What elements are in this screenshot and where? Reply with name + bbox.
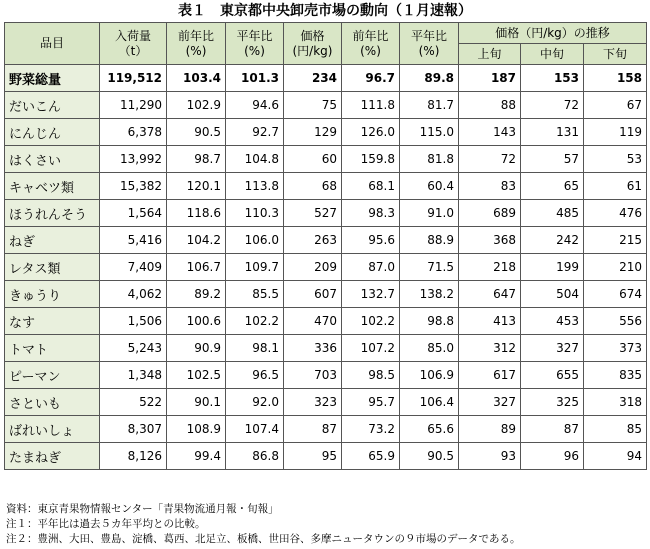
cell-name: キャベツ類: [5, 173, 100, 200]
cell-late: 119: [584, 119, 647, 146]
cell-price: 703: [284, 362, 342, 389]
cell-vol-avg: 109.7: [226, 254, 284, 281]
table-row: [5, 92, 647, 119]
cell-name: トマト: [5, 335, 100, 362]
cell-early: 89: [459, 416, 521, 443]
cell-early: 83: [459, 173, 521, 200]
cell-name: だいこん: [5, 92, 100, 119]
cell-volume: 7,409: [100, 254, 167, 281]
cell-mid: 242: [521, 227, 584, 254]
cell-late: 835: [584, 362, 647, 389]
header-early: 上旬: [459, 44, 521, 65]
cell-late: 674: [584, 281, 647, 308]
cell-price-avg: 71.5: [400, 254, 459, 281]
cell-price-avg: 91.0: [400, 200, 459, 227]
cell-late: 53: [584, 146, 647, 173]
cell-price: 87: [284, 416, 342, 443]
footnotes: [6, 502, 646, 547]
cell-vol-yoy: 90.1: [167, 389, 226, 416]
cell-vol-avg: 107.4: [226, 416, 284, 443]
cell-price-avg: 138.2: [400, 281, 459, 308]
cell-price: 75: [284, 92, 342, 119]
cell-name: ばれいしょ: [5, 416, 100, 443]
cell-late: 373: [584, 335, 647, 362]
cell-mid: 65: [521, 173, 584, 200]
cell-price-yoy: 107.2: [342, 335, 400, 362]
note-2: 注２：豊洲、大田、豊島、淀橋、葛西、北足立、板橋、世田谷、多摩ニュータウンの９市場のデータである。: [6, 533, 521, 545]
cell-name: たまねぎ: [5, 443, 100, 470]
cell-price-yoy: 95.6: [342, 227, 400, 254]
cell-early: 689: [459, 200, 521, 227]
cell-vol-yoy: 102.5: [167, 362, 226, 389]
cell-mid: 325: [521, 389, 584, 416]
cell-volume: 5,243: [100, 335, 167, 362]
cell-price-avg: 88.9: [400, 227, 459, 254]
cell-volume: 4,062: [100, 281, 167, 308]
cell-vol-avg: 104.8: [226, 146, 284, 173]
cell-price-yoy: 65.9: [342, 443, 400, 470]
cell-price-yoy: 96.7: [342, 65, 400, 92]
cell-price: 527: [284, 200, 342, 227]
cell-late: 94: [584, 443, 647, 470]
cell-mid: 327: [521, 335, 584, 362]
table-row: [5, 146, 647, 173]
cell-vol-yoy: 99.4: [167, 443, 226, 470]
cell-price-yoy: 102.2: [342, 308, 400, 335]
cell-vol-avg: 92.0: [226, 389, 284, 416]
cell-volume: 1,564: [100, 200, 167, 227]
cell-early: 368: [459, 227, 521, 254]
cell-price: 209: [284, 254, 342, 281]
cell-late: 67: [584, 92, 647, 119]
cell-name: なす: [5, 308, 100, 335]
cell-vol-yoy: 103.4: [167, 65, 226, 92]
cell-volume: 5,416: [100, 227, 167, 254]
cell-vol-avg: 110.3: [226, 200, 284, 227]
cell-name: レタス類: [5, 254, 100, 281]
cell-price: 607: [284, 281, 342, 308]
cell-volume: 119,512: [100, 65, 167, 92]
cell-late: 61: [584, 173, 647, 200]
cell-late: 556: [584, 308, 647, 335]
cell-vol-yoy: 106.7: [167, 254, 226, 281]
table-row: [5, 389, 647, 416]
cell-name: ねぎ: [5, 227, 100, 254]
cell-early: 218: [459, 254, 521, 281]
cell-mid: 655: [521, 362, 584, 389]
cell-name: さといも: [5, 389, 100, 416]
cell-vol-yoy: 104.2: [167, 227, 226, 254]
cell-late: 210: [584, 254, 647, 281]
cell-price: 95: [284, 443, 342, 470]
cell-early: 327: [459, 389, 521, 416]
cell-vol-yoy: 100.6: [167, 308, 226, 335]
cell-mid: 87: [521, 416, 584, 443]
note-1: 注１：平年比は過去５カ年平均との比較。: [6, 518, 206, 530]
cell-price-yoy: 95.7: [342, 389, 400, 416]
cell-early: 617: [459, 362, 521, 389]
cell-price-avg: 98.8: [400, 308, 459, 335]
cell-mid: 153: [521, 65, 584, 92]
cell-late: 476: [584, 200, 647, 227]
cell-name: はくさい: [5, 146, 100, 173]
cell-late: 318: [584, 389, 647, 416]
cell-vol-avg: 101.3: [226, 65, 284, 92]
cell-price-avg: 115.0: [400, 119, 459, 146]
cell-price-avg: 106.4: [400, 389, 459, 416]
market-trend-table: [4, 22, 647, 470]
cell-price-avg: 106.9: [400, 362, 459, 389]
cell-vol-yoy: 90.5: [167, 119, 226, 146]
cell-price-avg: 89.8: [400, 65, 459, 92]
header-late: 下旬: [584, 44, 647, 65]
table-row: [5, 362, 647, 389]
cell-mid: 453: [521, 308, 584, 335]
cell-price-yoy: 159.8: [342, 146, 400, 173]
header-volume-avg: 平年比 (%): [226, 23, 284, 65]
cell-early: 413: [459, 308, 521, 335]
cell-price-avg: 81.7: [400, 92, 459, 119]
table-row: [5, 65, 647, 92]
header-price: 価格 (円/kg): [284, 23, 342, 65]
table-row: [5, 281, 647, 308]
header-price-trend: 価格（円/kg）の推移: [459, 23, 647, 44]
cell-vol-yoy: 89.2: [167, 281, 226, 308]
cell-vol-yoy: 98.7: [167, 146, 226, 173]
cell-vol-avg: 92.7: [226, 119, 284, 146]
cell-price-yoy: 126.0: [342, 119, 400, 146]
cell-price-avg: 90.5: [400, 443, 459, 470]
cell-mid: 57: [521, 146, 584, 173]
table-body: [5, 65, 647, 470]
table-row: [5, 308, 647, 335]
header-volume: 入荷量 （t）: [100, 23, 167, 65]
cell-name: ピーマン: [5, 362, 100, 389]
cell-volume: 6,378: [100, 119, 167, 146]
table-row: [5, 119, 647, 146]
cell-mid: 131: [521, 119, 584, 146]
cell-price-yoy: 73.2: [342, 416, 400, 443]
table-title: 表１ 東京都中央卸売市場の動向（１月速報）: [178, 3, 472, 19]
cell-early: 647: [459, 281, 521, 308]
cell-price-yoy: 111.8: [342, 92, 400, 119]
source-note: 資料：東京青果物情報センター「青果物流通月報・旬報」: [6, 503, 279, 515]
cell-price-yoy: 132.7: [342, 281, 400, 308]
table-row: [5, 335, 647, 362]
cell-mid: 72: [521, 92, 584, 119]
table-row: [5, 443, 647, 470]
cell-mid: 485: [521, 200, 584, 227]
cell-vol-avg: 98.1: [226, 335, 284, 362]
table-row: [5, 227, 647, 254]
cell-vol-avg: 85.5: [226, 281, 284, 308]
table-row: [5, 254, 647, 281]
cell-vol-avg: 94.6: [226, 92, 284, 119]
cell-late: 158: [584, 65, 647, 92]
cell-name: きゅうり: [5, 281, 100, 308]
cell-vol-yoy: 90.9: [167, 335, 226, 362]
cell-price-avg: 65.6: [400, 416, 459, 443]
cell-volume: 8,307: [100, 416, 167, 443]
cell-name: にんじん: [5, 119, 100, 146]
header-mid: 中旬: [521, 44, 584, 65]
cell-vol-yoy: 118.6: [167, 200, 226, 227]
cell-volume: 1,348: [100, 362, 167, 389]
cell-early: 143: [459, 119, 521, 146]
cell-mid: 504: [521, 281, 584, 308]
cell-price: 263: [284, 227, 342, 254]
header-item: 品目: [5, 23, 100, 65]
cell-vol-avg: 102.2: [226, 308, 284, 335]
cell-late: 85: [584, 416, 647, 443]
cell-name: ほうれんそう: [5, 200, 100, 227]
cell-price-yoy: 98.5: [342, 362, 400, 389]
header-price-avg: 平年比 (%): [400, 23, 459, 65]
table-row: [5, 416, 647, 443]
cell-price-avg: 60.4: [400, 173, 459, 200]
header-volume-yoy: 前年比 (%): [167, 23, 226, 65]
cell-vol-avg: 113.8: [226, 173, 284, 200]
cell-price: 68: [284, 173, 342, 200]
cell-early: 72: [459, 146, 521, 173]
header-price-yoy: 前年比 (%): [342, 23, 400, 65]
cell-early: 187: [459, 65, 521, 92]
cell-early: 312: [459, 335, 521, 362]
cell-early: 93: [459, 443, 521, 470]
cell-volume: 8,126: [100, 443, 167, 470]
cell-price-yoy: 98.3: [342, 200, 400, 227]
cell-volume: 15,382: [100, 173, 167, 200]
cell-vol-avg: 96.5: [226, 362, 284, 389]
cell-volume: 522: [100, 389, 167, 416]
table-row: [5, 200, 647, 227]
cell-volume: 11,290: [100, 92, 167, 119]
cell-vol-avg: 106.0: [226, 227, 284, 254]
cell-price-avg: 85.0: [400, 335, 459, 362]
cell-mid: 199: [521, 254, 584, 281]
cell-price: 129: [284, 119, 342, 146]
cell-vol-avg: 86.8: [226, 443, 284, 470]
cell-volume: 13,992: [100, 146, 167, 173]
cell-price-yoy: 87.0: [342, 254, 400, 281]
cell-early: 88: [459, 92, 521, 119]
cell-price: 336: [284, 335, 342, 362]
cell-volume: 1,506: [100, 308, 167, 335]
cell-late: 215: [584, 227, 647, 254]
cell-price-yoy: 68.1: [342, 173, 400, 200]
cell-vol-yoy: 102.9: [167, 92, 226, 119]
cell-vol-yoy: 108.9: [167, 416, 226, 443]
cell-vol-yoy: 120.1: [167, 173, 226, 200]
cell-name: 野菜総量: [5, 65, 100, 92]
table-row: [5, 173, 647, 200]
cell-price: 234: [284, 65, 342, 92]
cell-price-avg: 81.8: [400, 146, 459, 173]
cell-price: 60: [284, 146, 342, 173]
cell-price: 323: [284, 389, 342, 416]
cell-price: 470: [284, 308, 342, 335]
cell-mid: 96: [521, 443, 584, 470]
